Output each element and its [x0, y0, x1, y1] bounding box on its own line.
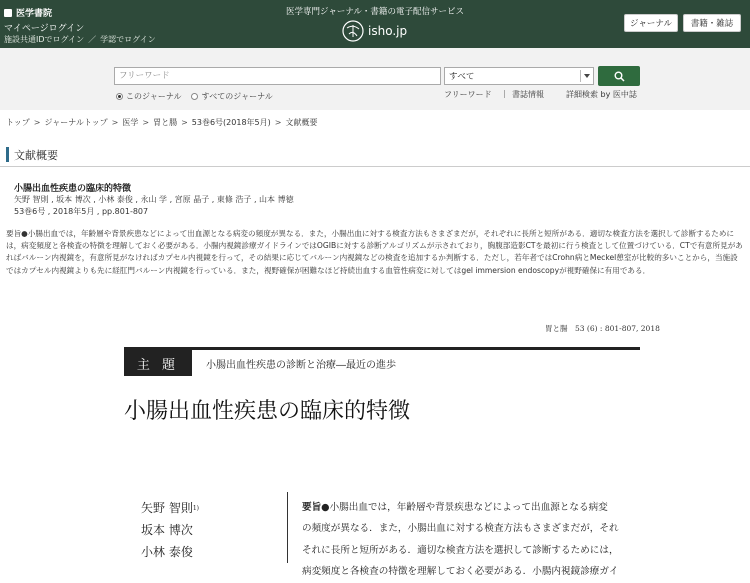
breadcrumb-journal-top[interactable]: ジャーナルトップ: [44, 118, 108, 127]
pdf-authors: [141, 497, 199, 563]
pdf-author-affiliation: 1): [192, 505, 199, 512]
mypage-login-link[interactable]: マイページログイン: [4, 24, 85, 34]
search-scope-select[interactable]: [444, 67, 594, 85]
journal-button[interactable]: ジャーナル: [624, 14, 678, 32]
breadcrumb-current: 文献概要: [285, 118, 318, 127]
radio-this-journal[interactable]: [116, 91, 181, 102]
select-divider: [580, 70, 581, 82]
pdf-running-head: 胃と腸 53 (6) : 801-807, 2018: [545, 324, 660, 333]
pdf-abstract-lead: 要旨●: [302, 502, 330, 513]
search-icon: [614, 71, 625, 82]
institution-login-link[interactable]: 施設共通IDでログイン: [4, 35, 85, 44]
site-tagline: 医学専門ジャーナル・書籍の電子配信サービス: [286, 7, 464, 17]
pdf-abstract-line: 病変頻度と各検査の特徴を理解しておく必要がある．小腸内視鏡診療ガイ: [302, 566, 619, 578]
article-authors: 矢野 智則 , 坂本 博次 , 小林 泰俊 , 永山 学 , 宮原 晶子 , 東條 浩子 , 山本 博徳: [14, 195, 294, 204]
article-title: 小腸出血性疾患の臨床的特徴: [14, 184, 132, 194]
pdf-author: [141, 497, 199, 519]
pdf-abstract-line: それに長所と短所がある．適切な検査方法を選択して診断するためには，: [302, 544, 619, 556]
section-divider: [0, 166, 750, 167]
breadcrumb-medicine[interactable]: 医学: [122, 118, 139, 127]
breadcrumb-sep: >: [181, 118, 188, 127]
site-header: [0, 0, 750, 48]
pdf-title: 小腸出血性疾患の臨床的特徴: [124, 399, 411, 424]
search-scope-value: すべて: [449, 72, 475, 82]
pdf-author: [141, 541, 199, 563]
search-scope-radios: [116, 91, 273, 102]
article-citation: 53巻6号 , 2018年5月 , pp.801-807: [14, 207, 149, 216]
site-logo[interactable]: [342, 20, 407, 42]
radio-all-journals-label: すべてのジャーナル: [201, 92, 273, 101]
radio-all-journals[interactable]: [191, 91, 272, 102]
breadcrumb-sep: >: [274, 118, 282, 127]
search-button[interactable]: [598, 66, 640, 86]
isho-logo-icon: [342, 20, 364, 42]
breadcrumb-issue[interactable]: 53巻6号(2018年5月): [191, 118, 271, 127]
chevron-down-icon: [584, 74, 590, 78]
freeword-link[interactable]: フリーワード: [444, 90, 492, 99]
search-bar: [0, 48, 750, 110]
radio-unselected-icon: [191, 93, 198, 100]
radio-this-journal-label: このジャーナル: [126, 92, 182, 101]
breadcrumb-top[interactable]: トップ: [6, 118, 30, 127]
page-title: 文献概要: [6, 147, 58, 162]
alt-logins: [4, 34, 156, 45]
breadcrumb-sep: >: [111, 118, 119, 127]
radio-selected-icon: [116, 93, 123, 100]
login-separator: ／: [88, 35, 97, 44]
pdf-theme-text: 小腸出血性疾患の診断と治療―最近の進歩: [206, 360, 396, 371]
breadcrumb-journal[interactable]: 胃と腸: [153, 118, 178, 127]
logo-text: isho.jp: [368, 24, 408, 38]
books-button[interactable]: 書籍・雑誌: [683, 14, 741, 32]
pdf-theme-label: 主 題: [124, 350, 192, 376]
breadcrumb: [6, 117, 317, 128]
pdf-author-name: 矢野 智則: [141, 501, 193, 515]
pdf-abstract: [302, 497, 642, 583]
school-login-link[interactable]: 学認でログイン: [100, 35, 156, 44]
brand-name: 医学書院: [16, 9, 53, 19]
breadcrumb-sep: >: [33, 118, 41, 127]
pdf-author-name: 坂本 博次: [141, 523, 193, 537]
pdf-abstract-text: 小腸出血では，年齢層や背景疾患などによって出血源となる病変: [329, 502, 608, 513]
pdf-author-name: 小林 泰俊: [141, 545, 193, 559]
advanced-search-link[interactable]: 詳細検索 by 医中誌: [566, 90, 637, 99]
search-input[interactable]: [114, 67, 441, 85]
pdf-column-divider: [287, 492, 288, 563]
article-abstract: 要旨●小腸出血では，年齢層や背景疾患などによって出血源となる病変の頻度が異なる．また，小腸出血に対する検査方法もさまざまだが，それぞれに長所と短所がある．適切な検査方法を選択して診断するためには，病変頻度と各検査の特徴を理解しておく必要がある．小腸内視鏡診療ガイドラインではOGIBに対する診断アルゴリズムが示されており，胸腹部造影CTを最初に行う検査として位置づけている．CTで有意所見があればバルーン内視鏡を，有意所見がなければカプセル内視鏡を行って，その結果に応じてバルーン内視鏡などの検査を追加するか判断する．ただし，若年者ではCrohn病とMeckel憩室が比較的多いことから，当施設ではカプセル内視鏡よりも先に経肛門バルーン内視鏡を行っている．また，視野確保が困難なほど持続出血する血管性病変に対してはgel immersion endoscopyが視野確保に有用である．: [6, 229, 743, 275]
link-separator: |: [503, 89, 506, 98]
biblio-link[interactable]: 書誌情報: [512, 90, 544, 99]
breadcrumb-sep: >: [142, 118, 150, 127]
pdf-author: [141, 519, 199, 541]
pdf-abstract-line: [302, 497, 642, 518]
pdf-abstract-line: の頻度が異なる．また，小腸出血に対する検査方法もさまざまだが，それ: [302, 523, 619, 535]
pdf-header-rule: [124, 347, 640, 350]
